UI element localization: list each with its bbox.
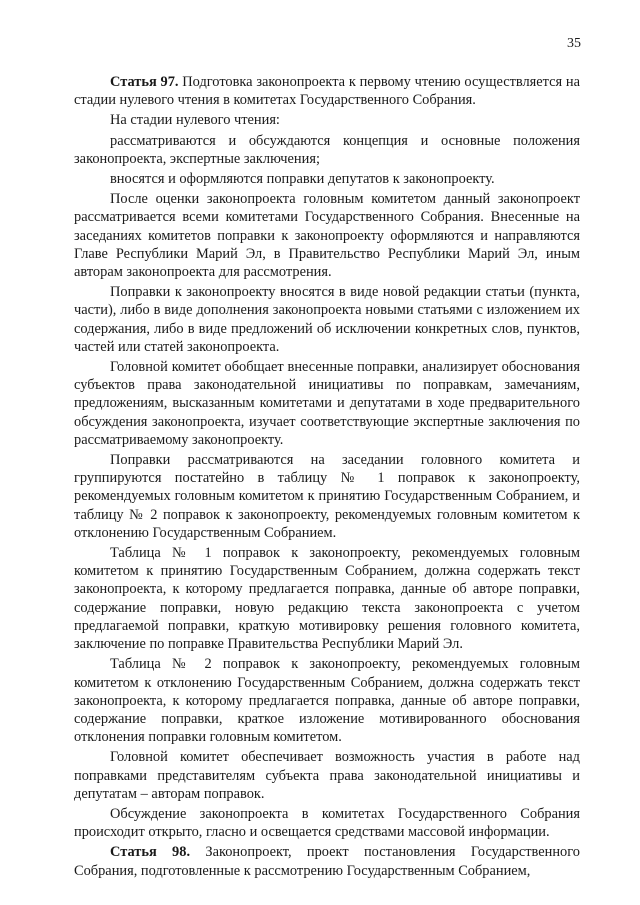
paragraph-text: После оценки законопроекта головным комитетом данный законопроект рассматривается всеми комитетами Государственного Собрания. Внесенные на заседаниях комитетов поправки к законопроекту оформляются и направляются Главе Республики Марий Эл, в Правительство Республики Марий Эл, иным авторам законопроекта для рассмотрения. — [74, 191, 580, 281]
paragraph-article-98 — [74, 843, 580, 879]
paragraph — [74, 805, 580, 841]
paragraph-text: Законопроект, проект постановления Государственного Собрания, подготовленные к рассмотрению Государственным Собранием, — [74, 844, 580, 879]
paragraph — [74, 190, 580, 281]
paragraph-text: вносятся и оформляются поправки депутатов к законопроекту. — [110, 171, 495, 188]
paragraph — [74, 132, 580, 168]
paragraph-text: На стадии нулевого чтения: — [110, 112, 280, 129]
paragraph — [74, 170, 580, 188]
paragraph — [74, 451, 580, 542]
paragraph-text: Таблица № 2 поправок к законопроекту, рекомендуемых головным комитетом к отклонению Государственным Собранием, должна содержать текст законопроекта, к которому предлагается поправка, данные об авторе поправки, содержание поправки, краткое изложение мотивированного обоснования отклонения поправки головным комитетом. — [74, 656, 580, 746]
paragraph — [74, 748, 580, 803]
paragraph-text: Поправки рассматриваются на заседании головного комитета и группируются постатейно в таблицу № 1 поправок к законопроекту, рекомендуемых головным комитетом к принятию Государственным Собранием, и таблицу № 2 поправок к законопроекту, рекомендуемых головным комитетом к отклонению Государственным Собранием. — [74, 452, 580, 541]
paragraph — [74, 283, 580, 356]
paragraph-text: Обсуждение законопроекта в комитетах Государственного Собрания происходит открыто, гласно и освещается средствами массовой информации. — [74, 805, 580, 841]
paragraph-text: Подготовка законопроекта к первому чтению осуществляется на стадии нулевого чтения в комитетах Государственного Собрания. — [74, 74, 580, 109]
paragraph-text: рассматриваются и обсуждаются концепция и основные положения законопроекта, экспертные заключения; — [74, 132, 580, 167]
paragraph-text: Поправки к законопроекту вносятся в виде новой редакции статьи (пункта, части), либо в виде дополнения законопроекта новыми статьями с изложением их содержания, либо в виде предложений об исключении конкретных слов, пунктов, частей или статей законопроекта. — [74, 284, 580, 355]
paragraph — [74, 655, 580, 746]
paragraph — [74, 544, 580, 653]
paragraph-text: Таблица № 1 поправок к законопроекту, рекомендуемых головным комитетом к принятию Государственным Собранием, должна содержать текст законопроекта, к которому предлагается поправка, данные об авторе поправки, содержание поправки, новую редакцию текста законопроекта с учетом предлагаемой поправки, краткую мотивировку решения головного комитета, заключение по поправке Правительства Республики Марий Эл. — [74, 545, 580, 653]
document-body — [74, 73, 580, 880]
article-heading: Статья 98. — [110, 844, 191, 861]
paragraph-article-97 — [74, 73, 580, 109]
paragraph-text: Головной комитет обеспечивает возможность участия в работе над поправками представителям субъекта права законодательной инициативы и депутатам – авторам поправок. — [74, 749, 580, 802]
paragraph — [74, 111, 580, 129]
paragraph — [74, 358, 580, 449]
page-number: 35 — [567, 36, 581, 51]
article-heading: Статья 97. — [110, 74, 179, 90]
paragraph-text: Головной комитет обобщает внесенные поправки, анализирует обоснования субъектов права законодательной инициативы по поправкам, замечаниям, предложениям, высказанным комитетами и депутатами в ходе предварительного обсуждения законопроекта, изучает соответствующие экспертные заключения по рассматриваемому законопроекту. — [74, 359, 580, 448]
